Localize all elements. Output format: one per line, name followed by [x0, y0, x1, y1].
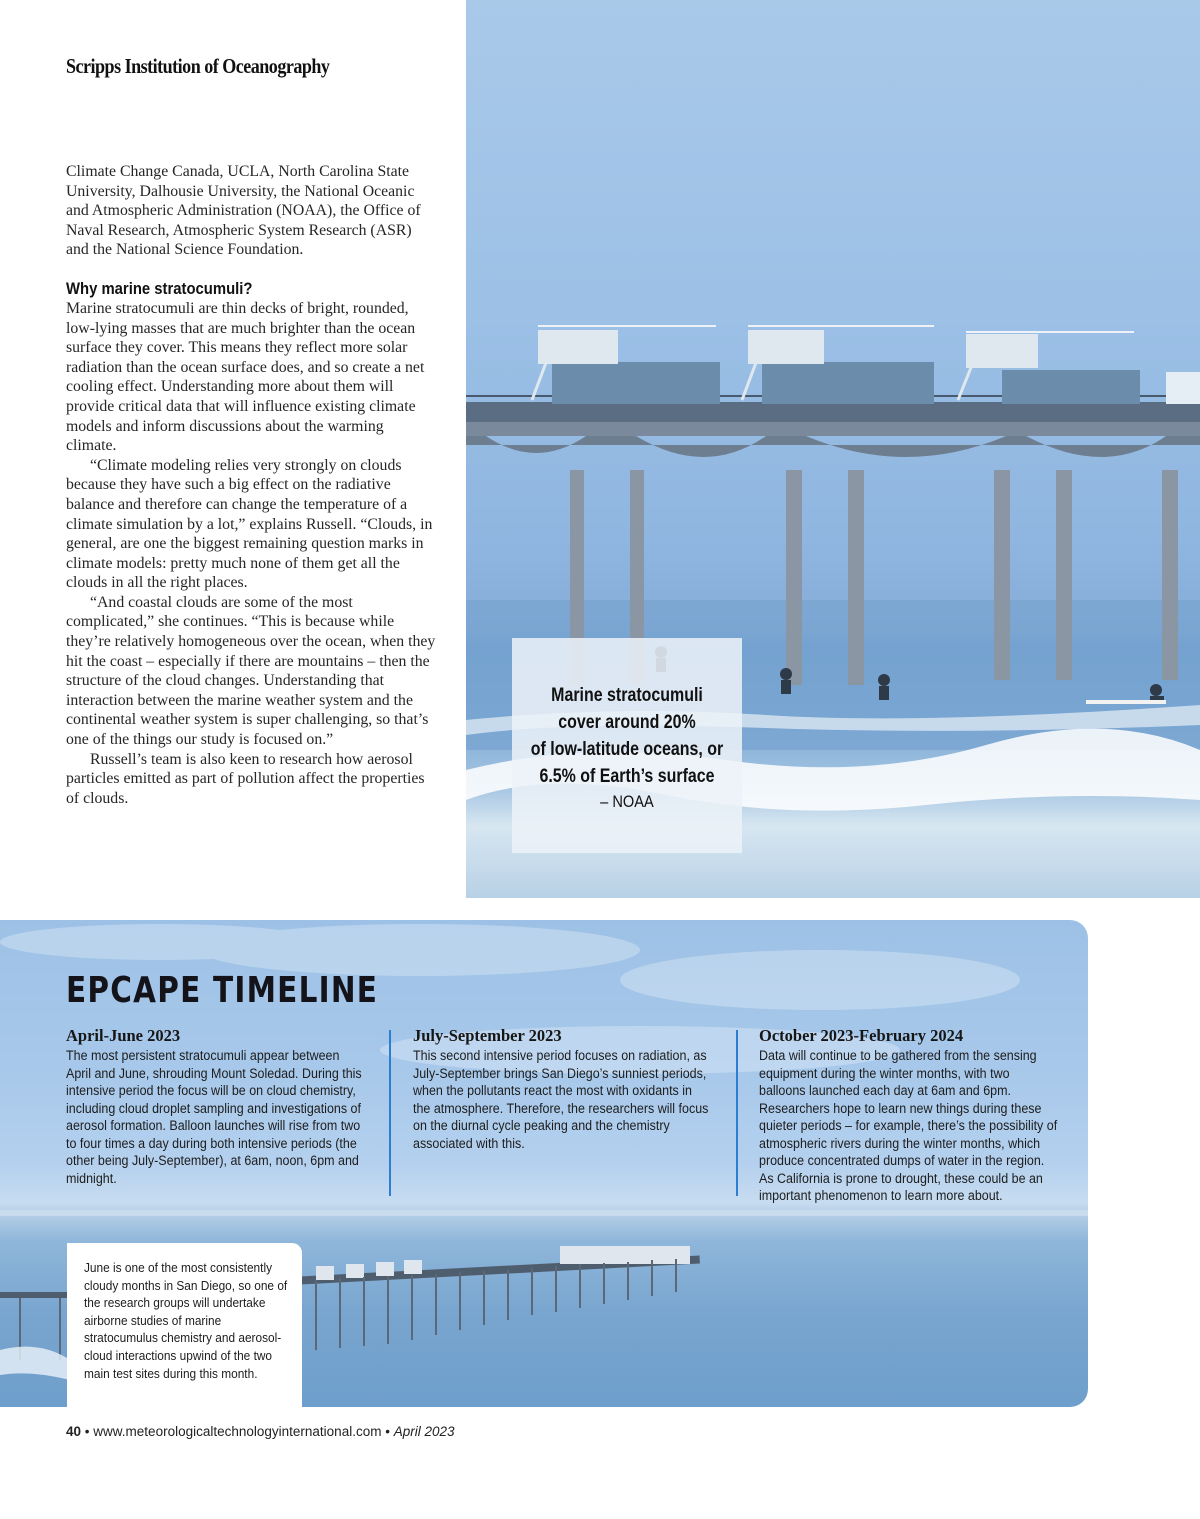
timeline-period-body: This second intensive period focuses on radiation, as July-September brings San Diego’s sunniest periods, when the pollutants react the most with oxidants in the atmosphere. Therefore, the researchers will focus on the diurnal cycle peaking and the chemistry associated with this. — [413, 1048, 709, 1152]
article-paragraph: “Climate modeling relies very strongly on clouds because they have such a big effect on the radiative balance and therefore can change the temperature of a climate simulation by a lot,” explains Russell. “Clouds, in general, are one the biggest remaining question marks in climate models: pretty much none of them get all the clouds in all the right places. — [66, 456, 433, 592]
timeline-period — [413, 1026, 718, 1153]
page-number: 40 — [66, 1424, 82, 1439]
caption-text: June is one of the most consistently cloudy months in San Diego, so one of the research groups will undertake airborne studies of marine stratocumulus chemistry and aerosol-cloud interactions upwind of the two main test sites during this month. — [84, 1260, 288, 1381]
caption-box — [67, 1243, 302, 1413]
article-paragraph: “And coastal clouds are some of the most complicated,” she continues. “This is because while they’re relatively homogeneous over the ocean, when they hit the coast – especially if there are mountains – then the structure of the cloud changes. Understanding that interaction between the marine weather system and the continental weather system is super challenging, so that’s one of the things our study is focused on.” — [66, 593, 436, 749]
footer-separator: • — [84, 1424, 90, 1439]
timeline-title: EPCAPE TIMELINE — [66, 970, 379, 1011]
timeline-period-heading: July-September 2023 — [413, 1026, 562, 1045]
timeline-period-body: Data will continue to be gathered from the sensing equipment during the winter months, with two balloons launched each day at 6am and 6pm. Researchers hope to learn new things during these quieter periods – for example, there’s the possibility of atmospheric rivers during the winter months, which produce concentrated dumps of water in the region. As California is prone to drought, these could be an important phenomenon to learn more about. — [759, 1048, 1058, 1204]
pull-quote — [512, 638, 742, 853]
article-paragraph: Marine stratocumuli are thin decks of bright, rounded, low-lying masses that are much brighter than the ocean surface they cover. This means they reflect more solar radiation than the ocean surface does, and so create a net cooling effect. Understanding more about them will provide critical data that will influence existing climate models and inform discussions about the warming climate. — [66, 299, 425, 455]
article-paragraph: Russell’s team is also keen to research how aerosol particles emitted as part of pollution affect the properties of clouds. — [66, 750, 425, 807]
page-footer — [66, 1424, 455, 1439]
timeline-period-body: The most persistent stratocumuli appear between April and June, shrouding Mount Soledad. During this intensive period the focus will be on cloud chemistry, including cloud droplet sampling and investigations of aerosol formation. Balloon launches will rise from two to four times a day during both intensive periods (the other being July-September), at 6am, noon, 6pm and midnight. — [66, 1048, 362, 1187]
section-title: Scripps Institution of Oceanography — [66, 54, 330, 78]
timeline-period-heading: April-June 2023 — [66, 1026, 181, 1045]
timeline-divider — [389, 1030, 391, 1196]
article-subheading: Why marine stratocumuli? — [66, 279, 253, 298]
footer-separator: • — [385, 1424, 390, 1439]
article-column — [66, 162, 436, 808]
article-intro: Climate Change Canada, UCLA, North Carolina State University, Dalhousie University, the National Oceanic and Atmospheric Administration (NOAA), the Office of Naval Research, Atmospheric System Research (ASR) and the National Science Foundation. — [66, 163, 421, 259]
timeline-period — [66, 1026, 371, 1188]
footer-date: April 2023 — [393, 1424, 455, 1439]
timeline-period-heading: October 2023-February 2024 — [759, 1026, 964, 1045]
timeline-period — [759, 1026, 1064, 1206]
footer-website: www.meteorologicaltechnologyinternational.com — [93, 1424, 382, 1439]
timeline-divider — [736, 1030, 738, 1196]
pull-quote-text: Marine stratocumuli cover around 20% of low-latitude oceans, or 6.5% of Earth’s surface — [530, 685, 724, 787]
pull-quote-source: – NOAA — [600, 792, 654, 811]
